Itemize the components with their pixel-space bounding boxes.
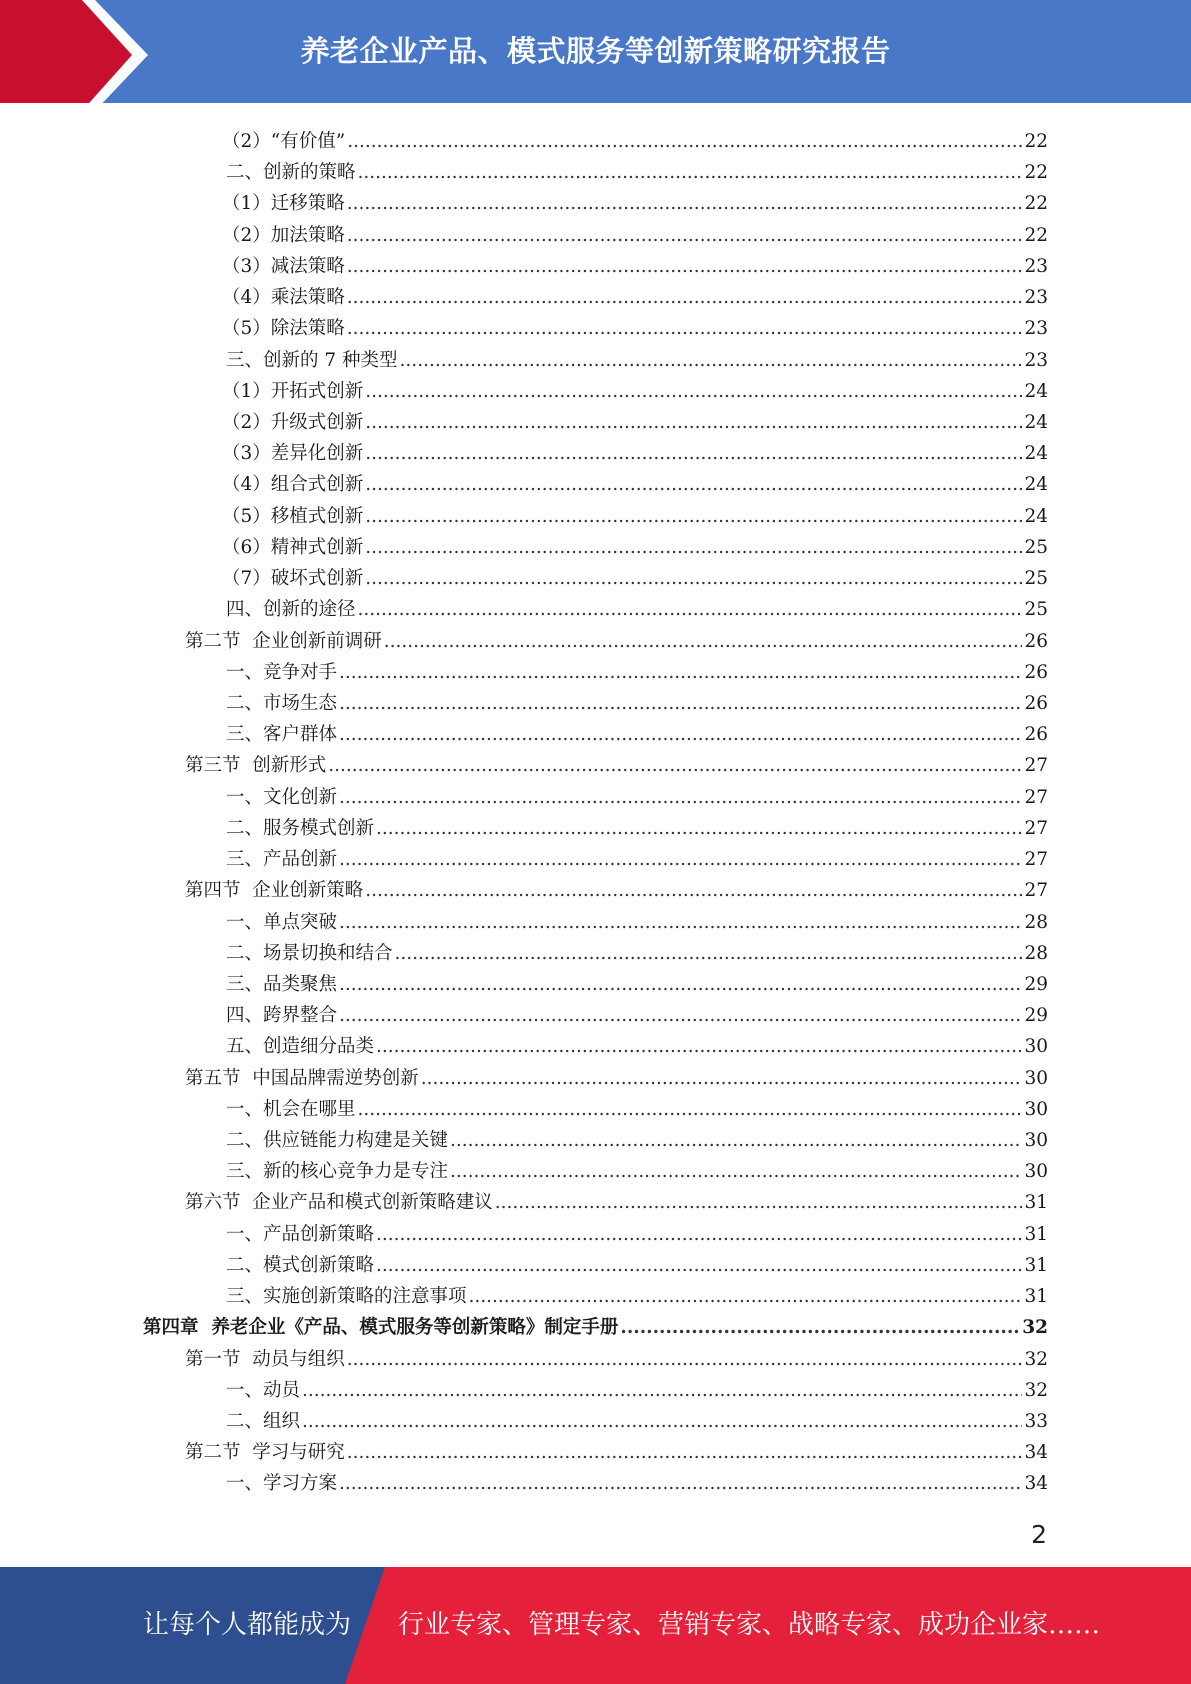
toc-entry-label: 三、产品创新 bbox=[226, 849, 338, 871]
toc-entry-label: 二、市场生态 bbox=[226, 692, 338, 714]
toc-dot-leader bbox=[365, 537, 1022, 558]
toc-entry-page: 30 bbox=[1024, 1130, 1048, 1152]
toc-subsection-entry[interactable] bbox=[0, 408, 1191, 439]
toc-entry-label: 第四节 企业创新策略 bbox=[185, 880, 364, 902]
toc-entry-page: 31 bbox=[1024, 1286, 1048, 1308]
toc-dot-leader bbox=[339, 693, 1022, 714]
toc-subsection-entry[interactable] bbox=[0, 970, 1191, 1001]
toc-dot-leader bbox=[328, 755, 1022, 776]
toc-subsection-entry[interactable] bbox=[0, 814, 1191, 845]
toc-subsection-entry[interactable] bbox=[0, 533, 1191, 564]
toc-entry-page: 24 bbox=[1024, 380, 1048, 402]
toc-entry-page: 32 bbox=[1022, 1317, 1048, 1339]
footer-slogan: 让每个人都能成为 bbox=[143, 1610, 352, 1640]
toc-entry-page: 23 bbox=[1024, 287, 1048, 309]
toc-entry-label: 二、场景切换和结合 bbox=[226, 942, 393, 964]
toc-section-entry[interactable] bbox=[0, 751, 1191, 782]
toc-entry-label: 三、品类聚焦 bbox=[226, 973, 338, 995]
toc-dot-leader bbox=[347, 193, 1023, 214]
toc-entry-page: 29 bbox=[1024, 973, 1048, 995]
toc-dot-leader bbox=[302, 1411, 1022, 1432]
toc-entry-page: 22 bbox=[1024, 193, 1048, 215]
toc-subsection-entry[interactable] bbox=[0, 346, 1191, 377]
toc-entry-label: 三、客户群体 bbox=[226, 724, 338, 746]
toc-dot-leader bbox=[365, 568, 1022, 589]
page-footer bbox=[0, 1567, 1191, 1684]
toc-subsection-entry[interactable] bbox=[0, 658, 1191, 689]
toc-entry-label: （4）组合式创新 bbox=[222, 474, 364, 496]
toc-dot-leader bbox=[365, 381, 1022, 402]
toc-subsection-entry[interactable] bbox=[0, 502, 1191, 533]
toc-entry-page: 30 bbox=[1024, 1036, 1048, 1058]
toc-entry-page: 26 bbox=[1024, 630, 1048, 652]
toc-entry-label: 一、竞争对手 bbox=[226, 661, 338, 683]
toc-entry-page: 33 bbox=[1024, 1411, 1048, 1433]
toc-dot-leader bbox=[450, 1130, 1022, 1151]
toc-entry-page: 26 bbox=[1024, 692, 1048, 714]
toc-entry-page: 27 bbox=[1024, 849, 1048, 871]
toc-entry-label: 三、实施创新策略的注意事项 bbox=[226, 1286, 467, 1308]
toc-entry-label: （6）精神式创新 bbox=[222, 536, 364, 558]
toc-subsection-entry[interactable] bbox=[0, 189, 1191, 220]
toc-entry-page: 22 bbox=[1024, 162, 1048, 184]
toc-subsection-entry[interactable] bbox=[0, 783, 1191, 814]
toc-entry-page: 23 bbox=[1024, 349, 1048, 371]
toc-entry-page: 27 bbox=[1024, 817, 1048, 839]
page-number: 2 bbox=[1031, 1520, 1047, 1549]
toc-entry-page: 32 bbox=[1024, 1379, 1048, 1401]
page-header bbox=[0, 0, 1191, 111]
toc-subsection-entry[interactable] bbox=[0, 377, 1191, 408]
toc-entry-label: 五、创造细分品类 bbox=[226, 1036, 375, 1058]
toc-entry-page: 30 bbox=[1024, 1161, 1048, 1183]
toc-subsection-entry[interactable] bbox=[0, 283, 1191, 314]
toc-entry-page: 30 bbox=[1024, 1098, 1048, 1120]
toc-entry-page: 27 bbox=[1024, 755, 1048, 777]
toc-dot-leader bbox=[495, 1192, 1023, 1213]
toc-dot-leader bbox=[400, 350, 1023, 371]
toc-subsection-entry[interactable] bbox=[0, 1032, 1191, 1063]
toc-entry-page: 34 bbox=[1024, 1442, 1048, 1464]
toc-section-entry[interactable] bbox=[0, 627, 1191, 658]
toc-entry-label: 二、模式创新策略 bbox=[226, 1254, 375, 1276]
toc-entry-page: 24 bbox=[1024, 505, 1048, 527]
toc-dot-leader bbox=[376, 1224, 1022, 1245]
toc-dot-leader bbox=[358, 599, 1023, 620]
toc-dot-leader bbox=[365, 474, 1022, 495]
toc-dot-leader bbox=[384, 631, 1023, 652]
toc-entry-page: 24 bbox=[1024, 474, 1048, 496]
toc-dot-leader bbox=[302, 1380, 1022, 1401]
toc-dot-leader bbox=[358, 162, 1023, 183]
toc-entry-label: 二、服务模式创新 bbox=[226, 817, 375, 839]
toc-entry-label: （2）加法策略 bbox=[222, 224, 345, 246]
toc-entry-label: 一、单点突破 bbox=[226, 911, 338, 933]
toc-entry-label: 二、供应链能力构建是关键 bbox=[226, 1130, 449, 1152]
toc-entry-label: 第一节 动员与组织 bbox=[185, 1348, 345, 1370]
toc-entry-label: 二、组织 bbox=[226, 1411, 301, 1433]
toc-entry-label: 四、创新的途径 bbox=[226, 599, 356, 621]
toc-subsection-entry[interactable] bbox=[0, 127, 1191, 158]
toc-entry-page: 25 bbox=[1024, 536, 1048, 558]
toc-entry-label: （3）差异化创新 bbox=[222, 443, 364, 465]
toc-dot-leader bbox=[376, 1255, 1022, 1276]
toc-subsection-entry[interactable] bbox=[0, 252, 1191, 283]
toc-dot-leader bbox=[347, 131, 1022, 152]
toc-entry-label: 四、跨界整合 bbox=[226, 1005, 338, 1027]
toc-dot-leader bbox=[339, 662, 1022, 683]
toc-subsection-entry[interactable] bbox=[0, 1157, 1191, 1188]
toc-section-entry[interactable] bbox=[0, 1438, 1191, 1469]
toc-dot-leader bbox=[421, 1068, 1023, 1089]
toc-entry-page: 23 bbox=[1024, 318, 1048, 340]
toc-dot-leader bbox=[365, 443, 1022, 464]
toc-subsection-entry[interactable] bbox=[0, 1407, 1191, 1438]
toc-entry-label: 一、机会在哪里 bbox=[226, 1098, 356, 1120]
toc-dot-leader bbox=[339, 787, 1022, 808]
toc-dot-leader bbox=[339, 1005, 1022, 1026]
toc-entry-page: 29 bbox=[1024, 1005, 1048, 1027]
toc-dot-leader bbox=[365, 412, 1022, 433]
toc-entry-page: 25 bbox=[1024, 599, 1048, 621]
toc-entry-label: 第二节 学习与研究 bbox=[185, 1442, 345, 1464]
toc-entry-label: 第四章 养老企业《产品、模式服务等创新策略》制定手册 bbox=[143, 1317, 619, 1339]
toc-subsection-entry[interactable] bbox=[0, 1469, 1191, 1500]
toc-subsection-entry[interactable] bbox=[0, 158, 1191, 189]
toc-dot-leader bbox=[339, 1473, 1022, 1494]
toc-subsection-entry[interactable] bbox=[0, 1126, 1191, 1157]
toc-entry-page: 27 bbox=[1024, 786, 1048, 808]
toc-subsection-entry[interactable] bbox=[0, 221, 1191, 252]
toc-entry-label: 一、产品创新策略 bbox=[226, 1223, 375, 1245]
toc-entry-label: （5）移植式创新 bbox=[222, 505, 364, 527]
toc-subsection-entry[interactable] bbox=[0, 1282, 1191, 1313]
toc-dot-leader bbox=[469, 1286, 1023, 1307]
toc-entry-page: 25 bbox=[1024, 568, 1048, 590]
toc-entry-page: 27 bbox=[1024, 880, 1048, 902]
toc-dot-leader bbox=[347, 1442, 1023, 1463]
toc-dot-leader bbox=[339, 974, 1022, 995]
toc-entry-page: 28 bbox=[1024, 911, 1048, 933]
toc-dot-leader bbox=[339, 724, 1022, 745]
toc-entry-label: 一、文化创新 bbox=[226, 786, 338, 808]
toc-dot-leader bbox=[376, 818, 1022, 839]
toc-dot-leader bbox=[347, 256, 1023, 277]
toc-dot-leader bbox=[395, 943, 1023, 964]
toc-entry-label: 第二节 企业创新前调研 bbox=[185, 630, 382, 652]
toc-entry-label: （2）升级式创新 bbox=[222, 411, 364, 433]
toc-entry-page: 31 bbox=[1024, 1223, 1048, 1245]
toc-entry-label: 二、创新的策略 bbox=[226, 162, 356, 184]
toc-subsection-entry[interactable] bbox=[0, 1251, 1191, 1282]
toc-entry-page: 31 bbox=[1024, 1192, 1048, 1214]
toc-entry-page: 32 bbox=[1024, 1348, 1048, 1370]
toc-subsection-entry[interactable] bbox=[0, 595, 1191, 626]
toc-entry-label: （5）除法策略 bbox=[222, 318, 345, 340]
toc-entry-label: （2）“有价值” bbox=[222, 131, 346, 152]
toc-dot-leader bbox=[347, 1349, 1023, 1370]
toc-subsection-entry[interactable] bbox=[0, 845, 1191, 876]
toc-entry-label: 一、学习方案 bbox=[226, 1473, 338, 1495]
toc-entry-label: （1）迁移策略 bbox=[222, 193, 345, 215]
toc-entry-page: 31 bbox=[1024, 1254, 1048, 1276]
toc-subsection-entry[interactable] bbox=[0, 439, 1191, 470]
report-title: 养老企业产品、模式服务等创新策略研究报告 bbox=[300, 34, 891, 68]
toc-entry-page: 23 bbox=[1024, 255, 1048, 277]
toc-entry-label: （1）开拓式创新 bbox=[222, 380, 364, 402]
toc-subsection-entry[interactable] bbox=[0, 564, 1191, 595]
toc-dot-leader bbox=[365, 880, 1022, 901]
toc-dot-leader bbox=[450, 1161, 1022, 1182]
toc-section-entry[interactable] bbox=[0, 1064, 1191, 1095]
toc-entry-label: 三、新的核心竞争力是专注 bbox=[226, 1161, 449, 1183]
toc-dot-leader bbox=[365, 506, 1022, 527]
toc-subsection-entry[interactable] bbox=[0, 1220, 1191, 1251]
toc-subsection-entry[interactable] bbox=[0, 1001, 1191, 1032]
toc-section-entry[interactable] bbox=[0, 876, 1191, 907]
toc-subsection-entry[interactable] bbox=[0, 939, 1191, 970]
toc-dot-leader bbox=[347, 318, 1023, 339]
toc-entry-page: 24 bbox=[1024, 443, 1048, 465]
toc-entry-label: 第六节 企业产品和模式创新策略建议 bbox=[185, 1192, 493, 1214]
toc-section-entry[interactable] bbox=[0, 1188, 1191, 1219]
toc-dot-leader bbox=[376, 1036, 1022, 1057]
toc-entry-page: 26 bbox=[1024, 661, 1048, 683]
toc-dot-leader bbox=[358, 1099, 1023, 1120]
toc-subsection-entry[interactable] bbox=[0, 908, 1191, 939]
toc-entry-page: 26 bbox=[1024, 724, 1048, 746]
toc-dot-leader bbox=[347, 225, 1023, 246]
toc-dot-leader bbox=[339, 849, 1022, 870]
toc-subsection-entry[interactable] bbox=[0, 720, 1191, 751]
toc-entry-page: 34 bbox=[1024, 1473, 1048, 1495]
toc-entry-label: 第三节 创新形式 bbox=[185, 755, 327, 777]
toc-entry-page: 22 bbox=[1024, 131, 1048, 152]
toc-subsection-entry[interactable] bbox=[0, 1095, 1191, 1126]
footer-roles: 行业专家、管理专家、营销专家、战略专家、成功企业家…… bbox=[398, 1610, 1101, 1640]
toc-section-entry[interactable] bbox=[0, 1345, 1191, 1376]
toc-entry-label: （3）减法策略 bbox=[222, 255, 345, 277]
toc-chapter-entry[interactable] bbox=[0, 1313, 1191, 1344]
toc-subsection-entry[interactable] bbox=[0, 470, 1191, 501]
toc-entry-label: （4）乘法策略 bbox=[222, 287, 345, 309]
toc-entry-page: 22 bbox=[1024, 224, 1048, 246]
toc-entry-page: 30 bbox=[1024, 1067, 1048, 1089]
toc-entry-label: （7）破坏式创新 bbox=[222, 568, 364, 590]
toc-entry-page: 24 bbox=[1024, 411, 1048, 433]
toc-entry-label: 一、动员 bbox=[226, 1379, 301, 1401]
toc-dot-leader bbox=[339, 912, 1022, 933]
toc-subsection-entry[interactable] bbox=[0, 1376, 1191, 1407]
toc-subsection-entry[interactable] bbox=[0, 314, 1191, 345]
toc-entry-label: 三、创新的 7 种类型 bbox=[226, 349, 398, 371]
toc-dot-leader bbox=[347, 287, 1023, 308]
toc-subsection-entry[interactable] bbox=[0, 689, 1191, 720]
toc-entry-label: 第五节 中国品牌需逆势创新 bbox=[185, 1067, 419, 1089]
toc-dot-leader bbox=[620, 1317, 1020, 1338]
toc-entry-page: 28 bbox=[1024, 942, 1048, 964]
